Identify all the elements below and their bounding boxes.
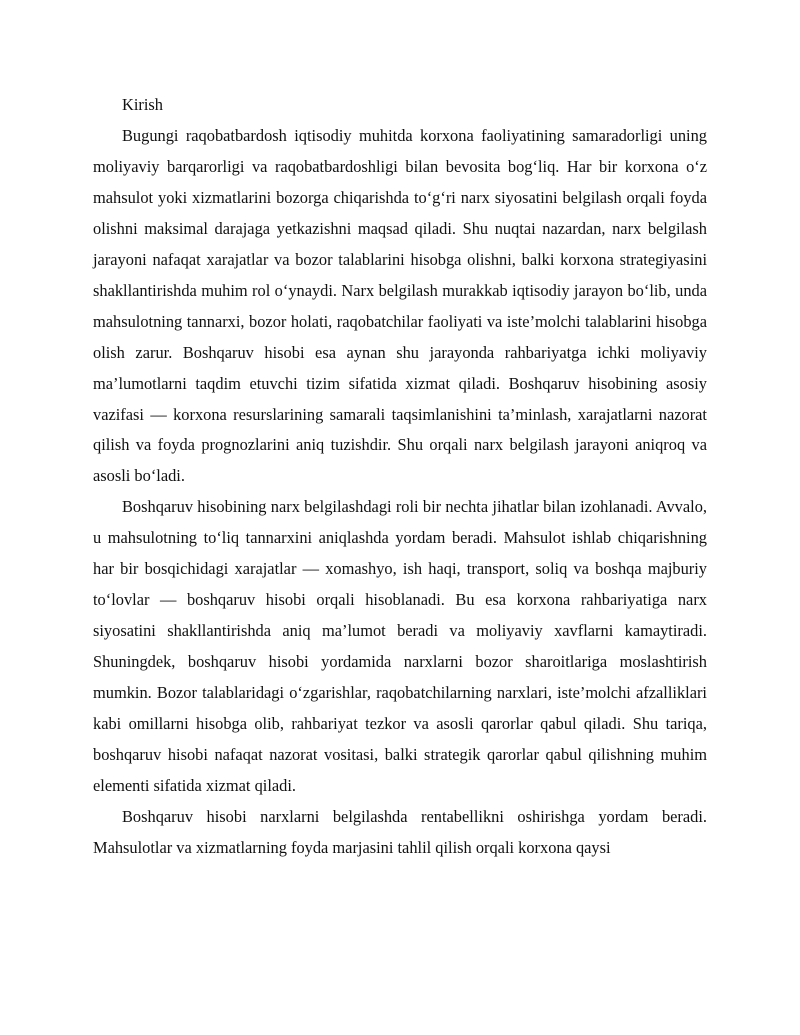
paragraph-2: Boshqaruv hisobining narx belgilashdagi roli bir nechta jihatlar bilan izohlanadi. Avvalo, u mahsulotning to‘liq tannarxini aniqlashda yordam beradi. Mahsulot ishlab chiqarishning har bir bosqichidagi xarajatlar — xomashyo, ish haqi, transport, soliq va boshqa majburiy to‘lovlar — boshqaruv hisobi orqali hisoblanadi. Bu esa korxona rahbariyatiga narx siyosatini shakllantirishda aniq ma’lumot beradi va moliyaviy xavflarni kamaytiradi. Shuningdek, boshqaruv hisobi yordamida narxlarni bozor sharoitlariga moslashtirish mumkin. Bozor talablaridagi o‘zgarishlar, raqobatchilarning narxlari, iste’molchi afzalliklari kabi omillarni hisobga olib, rahbariyat tezkor va asosli qarorlar qabul qiladi. Shu tariqa, boshqaruv hisobi nafaqat nazorat vositasi, balki strategik qarorlar qabul qilishning muhim elementi sifatida xizmat qiladi.: [93, 497, 707, 795]
section-heading: Kirish: [122, 95, 163, 114]
paragraph-3: Boshqaruv hisobi narxlarni belgilashda rentabellikni oshirishga yordam beradi. Mahsulotlar va xizmatlarning foyda marjasini tahlil qilish orqali korxona qaysi: [93, 806, 707, 857]
document-body: [93, 90, 707, 864]
paragraph-1: Bugungi raqobatbardosh iqtisodiy muhitda korxona faoliyatining samaradorligi uning moliyaviy barqarorligi va raqobatbardoshligi bilan bevosita bog‘liq. Har bir korxona o‘z mahsulot yoki xizmatlarini bozorga chiqarishda to‘g‘ri narx siyosatini belgilash orqali foyda olishni maksimal darajaga yetkazishni maqsad qiladi. Shu nuqtai nazardan, narx belgilash jarayoni nafaqat xarajatlar va bozor talablarini hisobga olishni, balki korxona strategiyasini shakllantirishda muhim rol o‘ynaydi. Narx belgilash murakkab iqtisodiy jarayon bo‘lib, unda mahsulotning tannarxi, bozor holati, raqobatchilar faoliyati va iste’molchi talablarini hisobga olish zarur. Boshqaruv hisobi esa aynan shu jarayonda rahbariyatga ichki moliyaviy ma’lumotlarni taqdim etuvchi tizim sifatida xizmat qiladi. Boshqaruv hisobining asosiy vazifasi — korxona resurslarining samarali taqsimlanishini ta’minlash, xarajatlarni nazorat qilish va foyda prognozlarini aniq tuzishdir. Shu orqali narx belgilash jarayoni aniqroq va asosli bo‘ladi.: [93, 125, 707, 486]
